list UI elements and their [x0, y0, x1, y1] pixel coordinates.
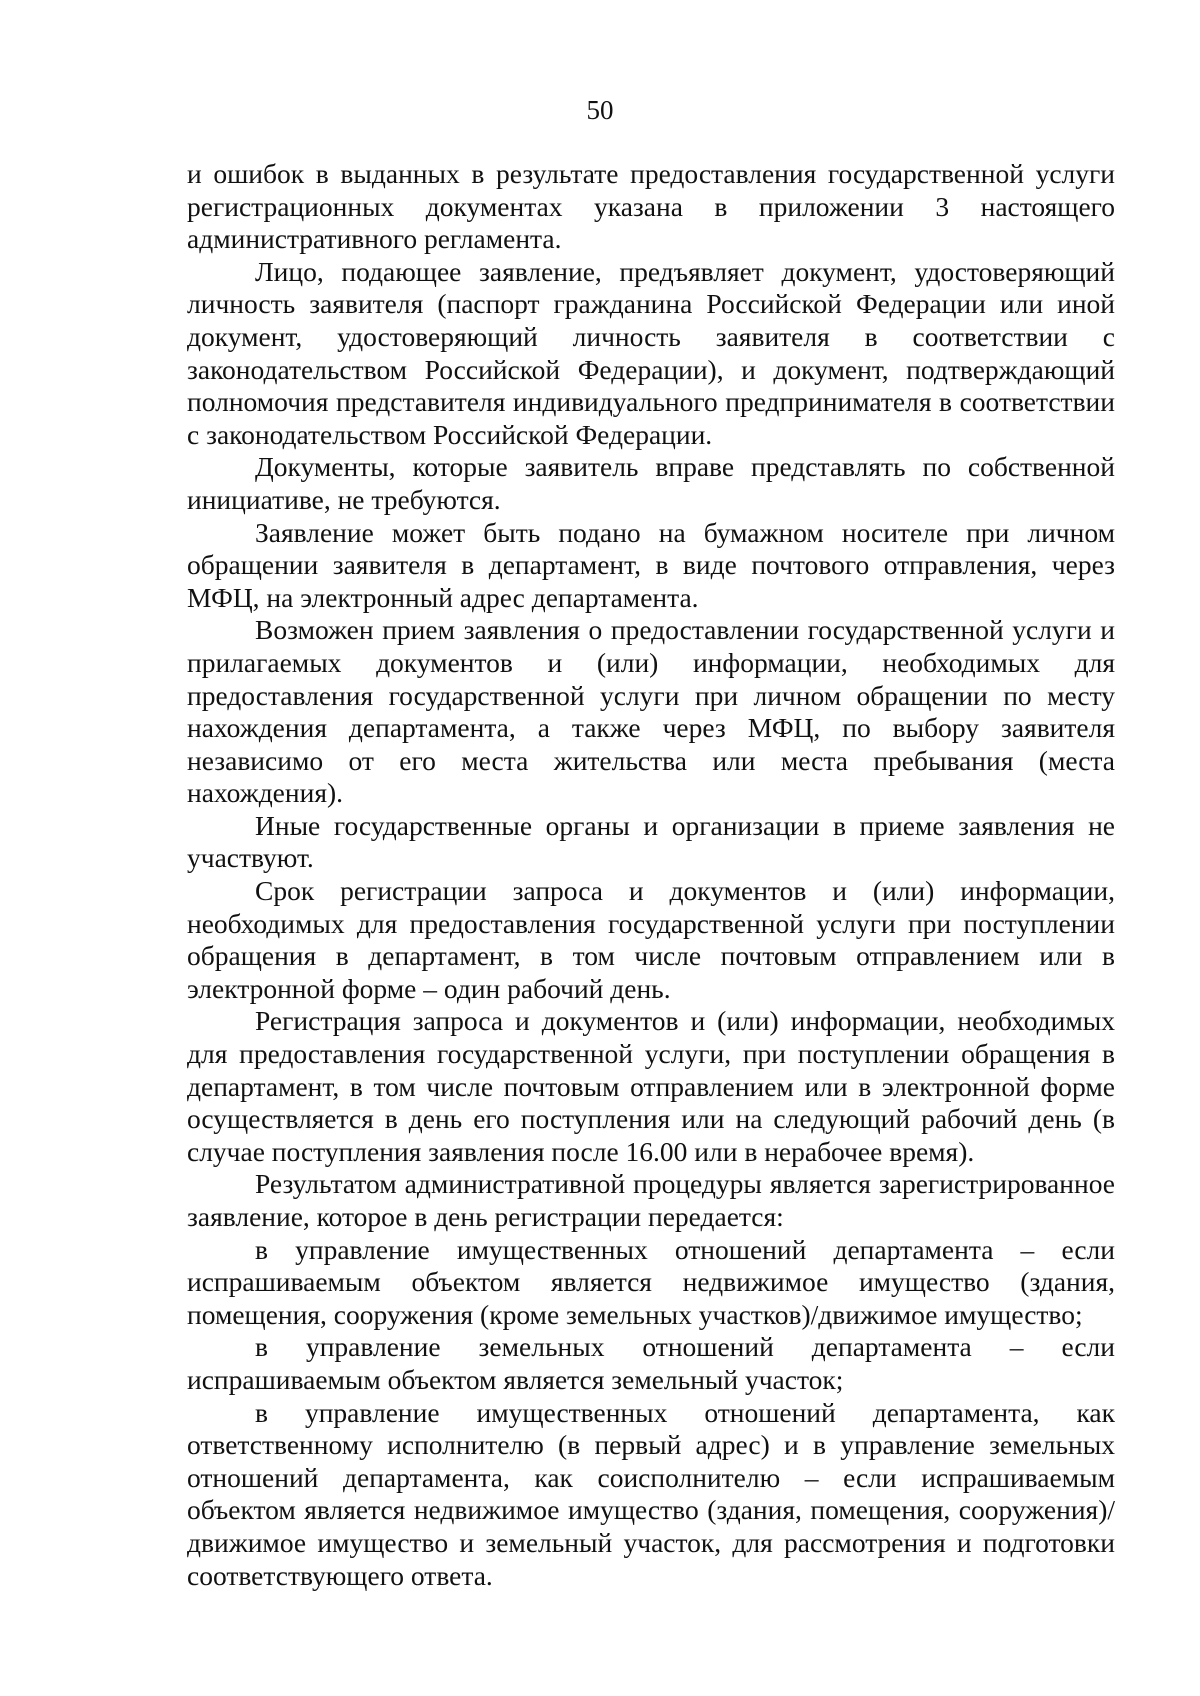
- paragraph-registration-term: Срок регистрации запроса и документов и (или) информации, необходимых для предоставления государственной услуги при поступлении обращения в департамент, в том числе почтовым отправлением или в электронной форме – один рабочий день.: [187, 875, 1115, 1004]
- list-item-joint-review: в управление имущественных отношений департамента, как ответственному исполнителю (в первый адрес) и в управление земельных отношений департамента, как соисполнителю – если испрашиваемым объектом является недвижимое имущество (здания, помещения, сооружения)/ движимое имущество и земельный участок, для рассмотрения и подготовки соответствующего ответа.: [187, 1396, 1115, 1591]
- paragraph-optional-documents: Документы, которые заявитель вправе представлять по собственной инициативе, не требуются.: [187, 451, 1115, 515]
- list-item-land-department: в управление земельных отношений департамента – если испрашиваемым объектом является земельный участок;: [187, 1331, 1115, 1395]
- paragraph-registration-procedure: Регистрация запроса и документов и (или) информации, необходимых для предоставления государственной услуги, при поступлении обращения в департамент, в том числе почтовым отправлением или в электронной форме осуществляется в день его поступления или на следующий рабочий день (в случае поступления заявления после 16.00 или в нерабочее время).: [187, 1005, 1115, 1167]
- document-body: [187, 158, 1115, 1592]
- paragraph-reception-options: Возможен прием заявления о предоставлении государственной услуги и прилагаемых документов и (или) информации, необходимых для предоставления государственной услуги при личном обращении по месту нахождения департамента, а также через МФЦ, по выбору заявителя независимо от его места жительства или места пребывания (места нахождения).: [187, 614, 1115, 809]
- paragraph-continuation: и ошибок в выданных в результате предоставления государственной услуги регистрационных документах указана в приложении 3 настоящего административного регламента.: [187, 158, 1115, 255]
- paragraph-identity-document: Лицо, подающее заявление, предъявляет документ, удостоверяющий личность заявителя (паспорт гражданина Российской Федерации или иной документ, удостоверяющий личность заявителя в соответствии с законодательством Российской Федерации), и документ, подтверждающий полномочия представителя индивидуального предпринимателя в соответствии с законодательством Российской Федерации.: [187, 255, 1115, 450]
- page-number: 50: [586, 95, 614, 125]
- list-item-property-department: в управление имущественных отношений департамента – если испрашиваемым объектом является недвижимое имущество (здания, помещения, сооружения (кроме земельных участков)/движимое имущество;: [187, 1233, 1115, 1330]
- paragraph-submission-methods: Заявление может быть подано на бумажном носителе при личном обращении заявителя в департамент, в виде почтового отправления, через МФЦ, на электронный адрес департамента.: [187, 516, 1115, 613]
- paragraph-procedure-result: Результатом административной процедуры является зарегистрированное заявление, которое в день регистрации передается:: [187, 1168, 1115, 1232]
- paragraph-other-bodies: Иные государственные органы и организации в приеме заявления не участвуют.: [187, 809, 1115, 874]
